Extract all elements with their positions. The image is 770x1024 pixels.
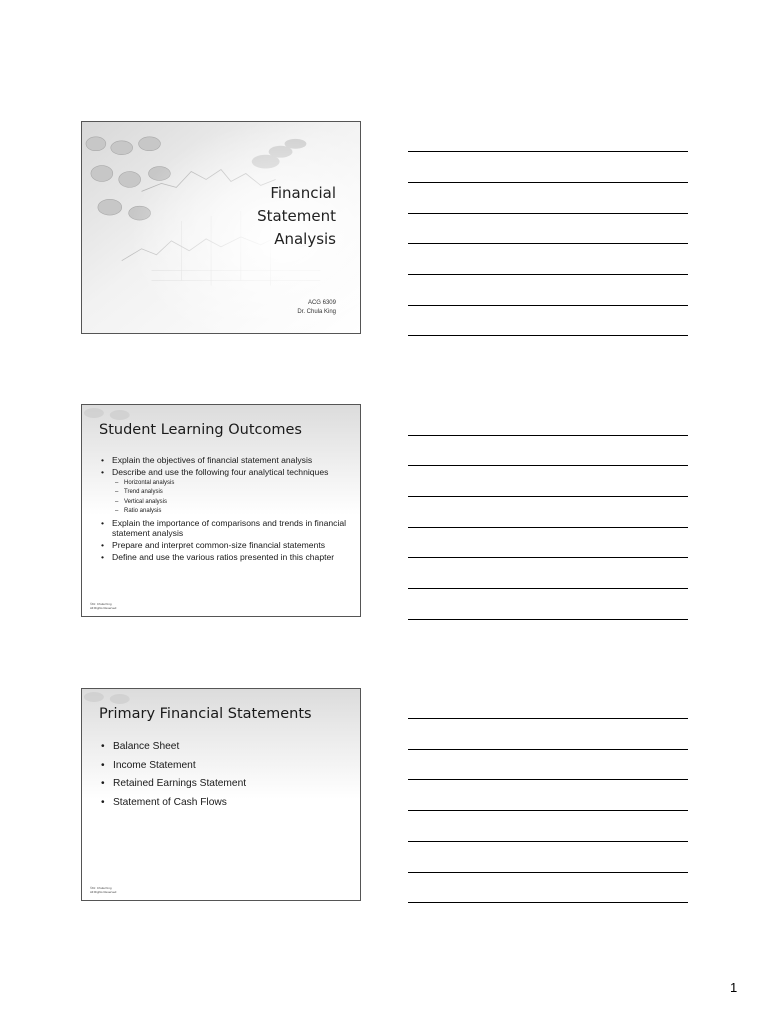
bullet-list (100, 455, 350, 564)
page-number: 1 (730, 980, 738, 995)
title-line: Statement (257, 207, 336, 225)
sub-list-item: – Vertical analysis (100, 498, 350, 507)
list-item: • Retained Earnings Statement (100, 778, 350, 790)
copyright-line: All Rights Reserved (90, 606, 117, 610)
note-line (408, 872, 688, 873)
note-line (408, 151, 688, 152)
bullet-list (100, 741, 350, 815)
note-line (408, 619, 688, 620)
instructor-name: Dr. Chula King (297, 309, 336, 315)
note-line (408, 779, 688, 780)
note-line (408, 243, 688, 244)
note-line (408, 749, 688, 750)
note-line (408, 213, 688, 214)
copyright-line: All Rights Reserved (90, 890, 117, 894)
note-line (408, 335, 688, 336)
copyright-notice (90, 886, 116, 894)
title-line: Analysis (274, 230, 336, 248)
slide-primary-financial-statements (81, 688, 361, 901)
note-line (408, 810, 688, 811)
note-line (408, 274, 688, 275)
note-line (408, 557, 688, 558)
list-item: • Explain the objectives of financial statement analysis (100, 455, 350, 465)
list-item: • Explain the importance of comparisons and trends in financial statement analysis (100, 518, 350, 538)
note-line (408, 718, 688, 719)
list-item: • Statement of Cash Flows (100, 797, 350, 809)
slide-subtitle (297, 299, 336, 317)
slide-title: Primary Financial Statements (99, 706, 312, 722)
list-item: • Income Statement (100, 760, 350, 772)
note-line (408, 902, 688, 903)
note-line (408, 527, 688, 528)
sub-list-item: – Horizontal analysis (100, 479, 350, 488)
course-code: ACG 6309 (307, 300, 336, 306)
note-line (408, 465, 688, 466)
sub-list-item: – Trend analysis (100, 488, 350, 497)
list-item: • Define and use the various ratios presented in this chapter (100, 552, 350, 562)
sub-list-item: – Ratio analysis (100, 507, 350, 516)
note-line (408, 841, 688, 842)
copyright-notice (90, 602, 116, 610)
note-line (408, 588, 688, 589)
slide-title: Student Learning Outcomes (99, 422, 302, 438)
note-line (408, 182, 688, 183)
title-line: Financial (270, 184, 336, 202)
note-line (408, 435, 688, 436)
list-item: • Balance Sheet (100, 741, 350, 753)
slide-title (257, 182, 336, 251)
slide-financial-statement-analysis (81, 121, 361, 334)
copyright-line: ©Dr. Chula King (90, 602, 112, 606)
list-item: • Prepare and interpret common-size financial statements (100, 540, 350, 550)
note-line (408, 496, 688, 497)
note-line (408, 305, 688, 306)
list-item: • Describe and use the following four analytical techniques (100, 467, 350, 477)
copyright-line: ©Dr. Chula King (90, 886, 112, 890)
slide-student-learning-outcomes (81, 404, 361, 617)
